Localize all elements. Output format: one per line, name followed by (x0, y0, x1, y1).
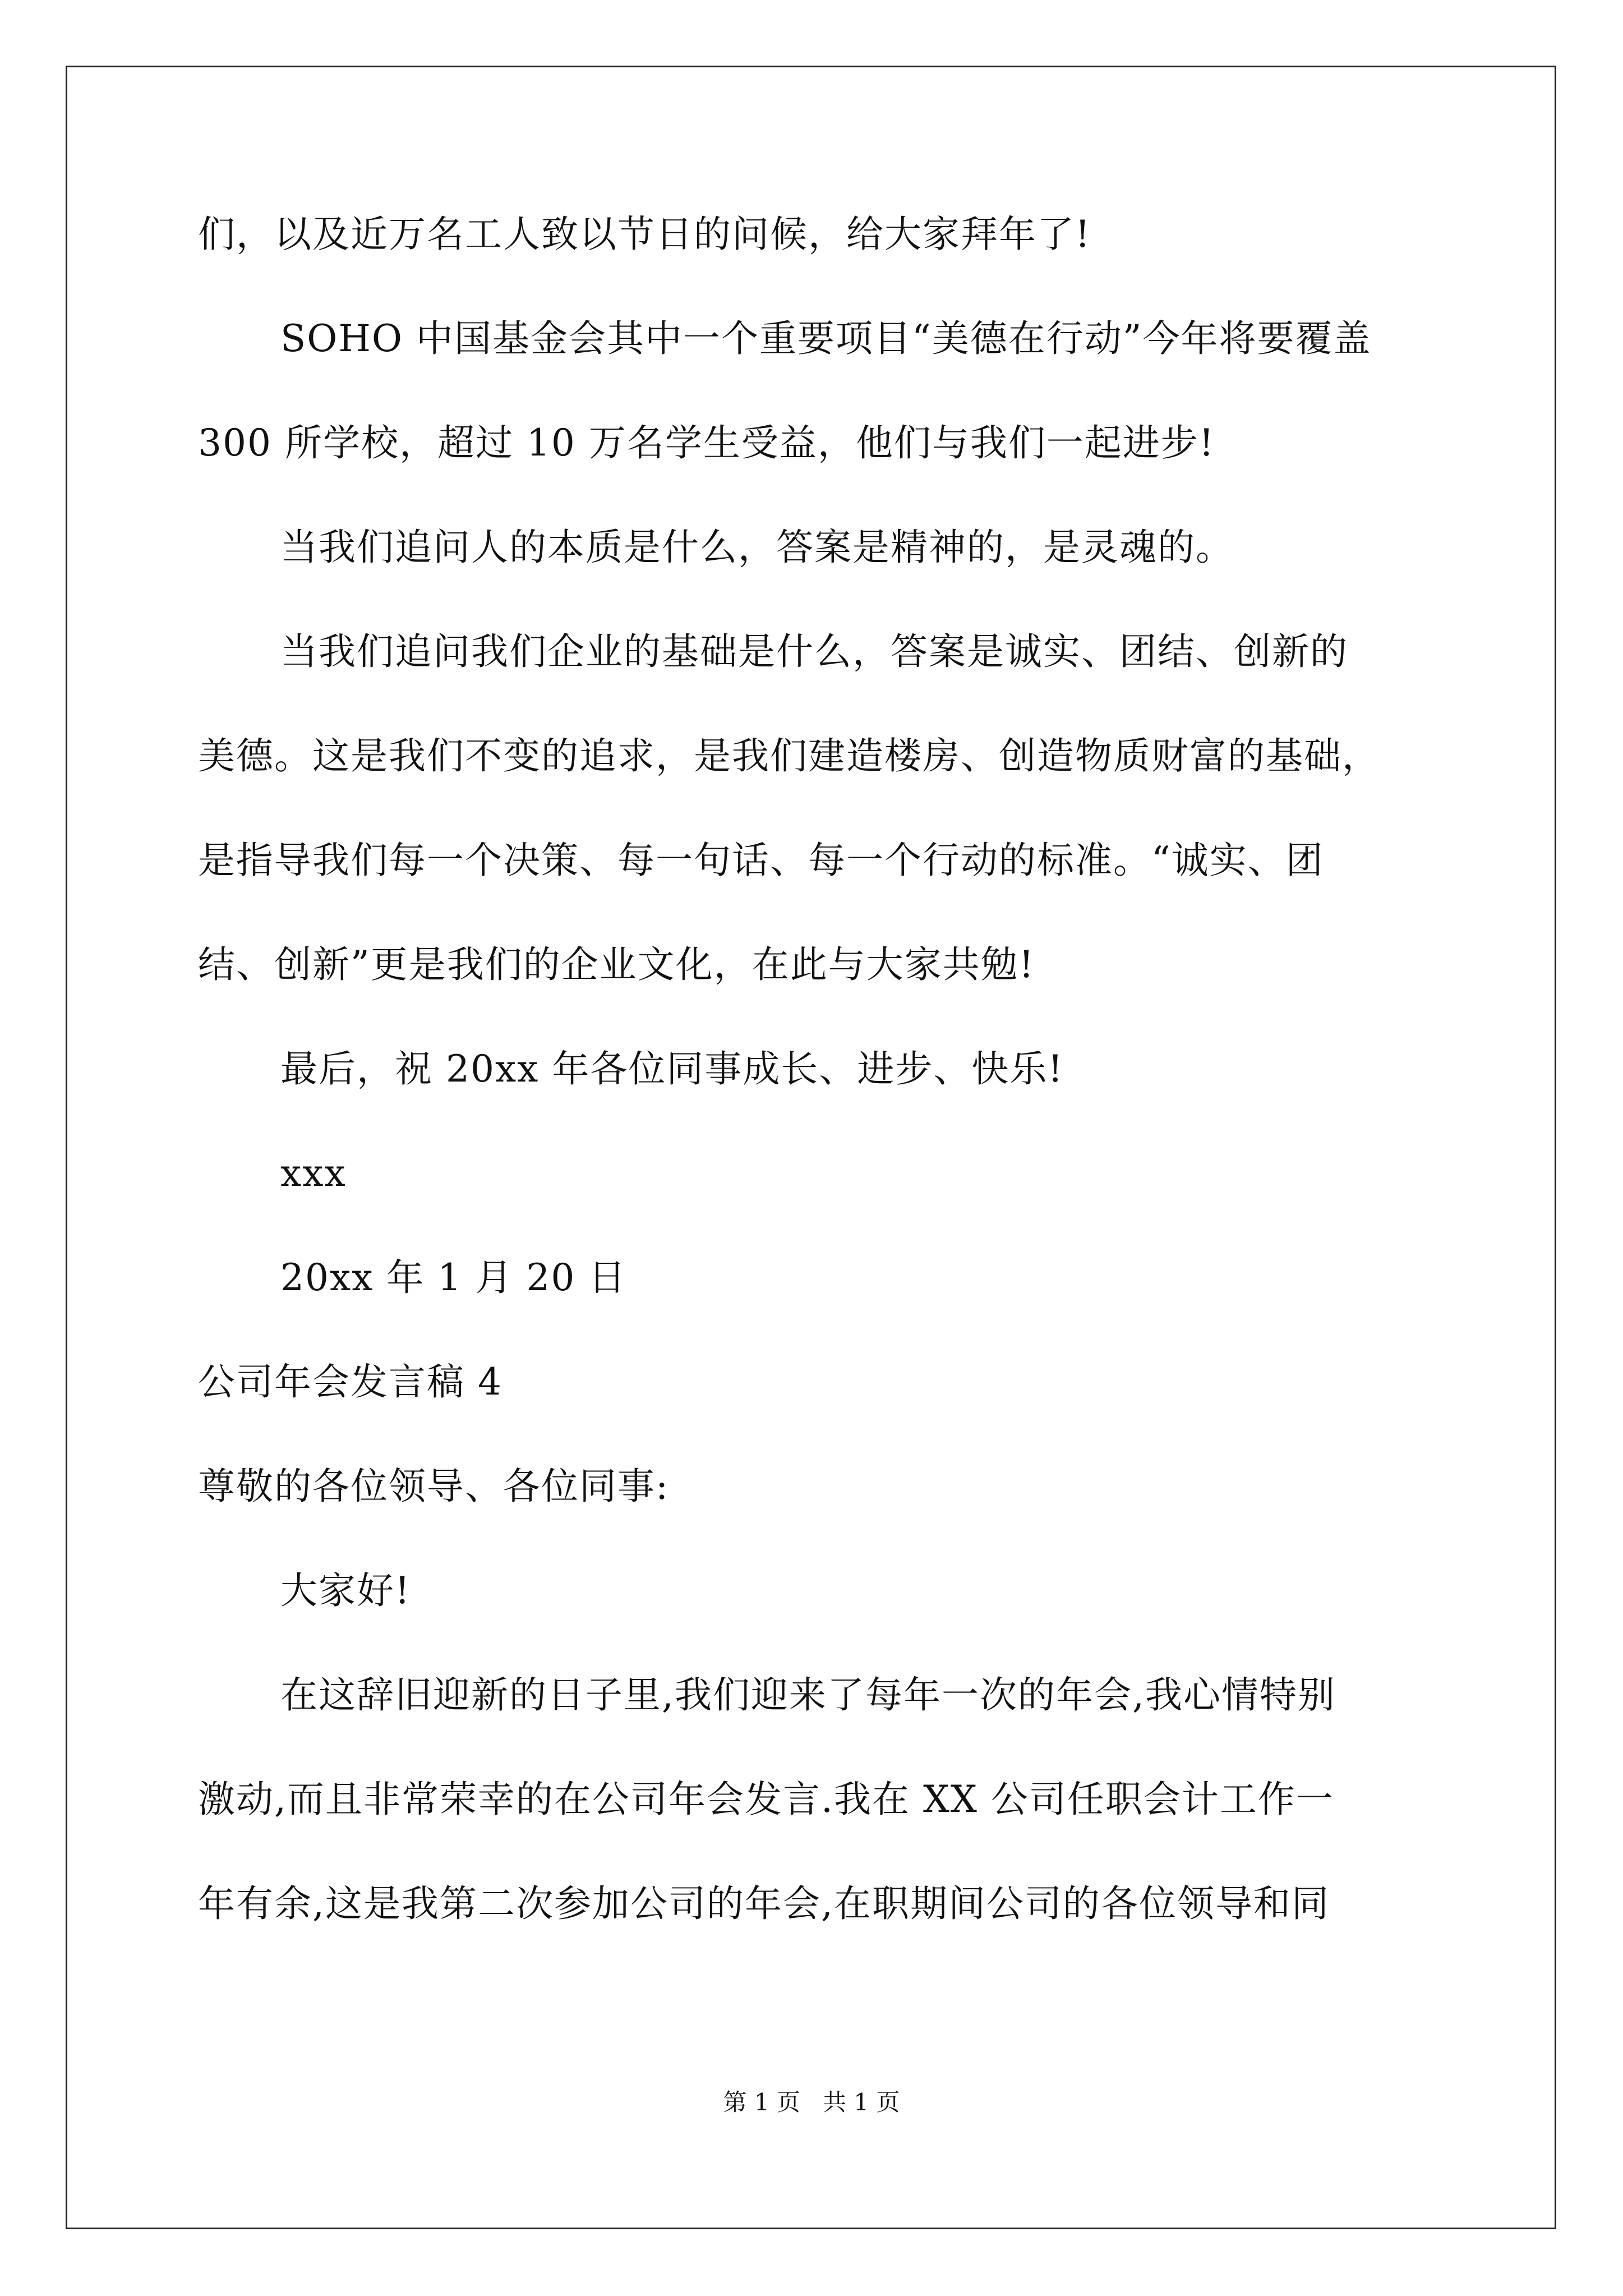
text-line: 年有余,这是我第二次参加公司的年会,在职期间公司的各位领导和同 (198, 1882, 1330, 1925)
text-line: 300 所学校，超过 10 万名学生受益，他们与我们一起进步! (198, 421, 1215, 464)
text-line: 当我们追问我们企业的基础是什么，答案是诚实、团结、创新的 (280, 630, 1348, 673)
salutation: 尊敬的各位领导、各位同事: (198, 1465, 670, 1508)
text-line: 结、创新”更是我们的企业文化，在此与大家共勉! (198, 943, 1035, 986)
text-line: 当我们追问人的本质是什么，答案是精神的，是灵魂的。 (280, 526, 1234, 569)
signature-name: xxx (280, 1152, 347, 1195)
page-footer: 第 1 页 共 1 页 (723, 2088, 900, 2116)
text-line: 们，以及近万名工人致以节日的问候，给大家拜年了! (198, 213, 1091, 256)
text-line: SOHO 中国基金会其中一个重要项目“美德在行动”今年将要覆盖 (280, 317, 1372, 360)
text-line: 在这辞旧迎新的日子里,我们迎来了每年一次的年会,我心情特别 (280, 1673, 1336, 1717)
signature-date: 20xx 年 1 月 20 日 (280, 1256, 627, 1299)
section-heading: 公司年会发言稿 4 (198, 1360, 502, 1404)
greeting: 大家好! (280, 1569, 411, 1612)
text-line: 激动,而且非常荣幸的在公司年会发言.我在 XX 公司任职会计工作一 (198, 1778, 1334, 1821)
text-line: 最后，祝 20xx 年各位同事成长、进步、快乐! (280, 1047, 1064, 1091)
text-line: 是指导我们每一个决策、每一句话、每一个行动的标准。“诚实、团 (198, 839, 1324, 882)
text-line: 美德。这是我们不变的追求，是我们建造楼房、创造物质财富的基础， (198, 734, 1380, 777)
